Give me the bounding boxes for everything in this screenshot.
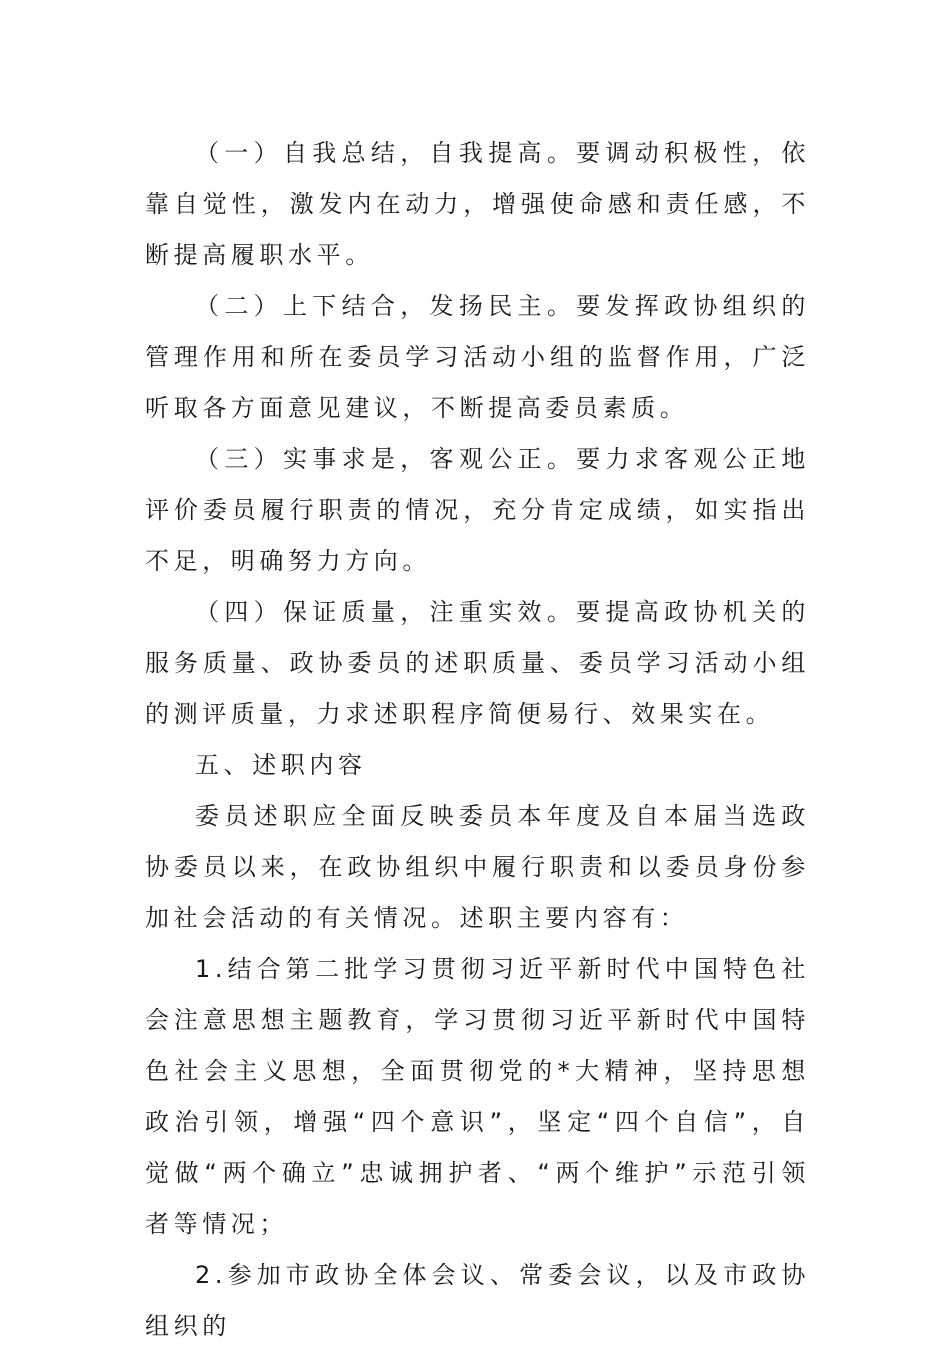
paragraph-principle-2: （二）上下结合，发扬民主。要发挥政协组织的管理作用和所在委员学习活动小组的监督作用，广泛听取各方面意见建议，不断提高委员素质。 — [145, 292, 810, 422]
section-heading: 五、述职内容 — [195, 751, 367, 779]
paragraph-intro: 委员述职应全面反映委员本年度及自本届当选政协委员以来，在政协组织中履行职责和以委员身份参加社会活动的有关情况。述职主要内容有： — [145, 802, 810, 932]
list-item-2: 2.参加市政协全体会议、常委会议，以及市政协组织的 — [145, 1261, 810, 1340]
paragraph-principle-3: （三）实事求是，客观公正。要力求客观公正地评价委员履行职责的情况，充分肯定成绩，如实指出不足，明确努力方向。 — [145, 445, 810, 575]
list-item-1: 1.结合第二批学习贯彻习近平新时代中国特色社会注意思想主题教育，学习贯彻习近平新时代中国特色社会主义思想，全面贯彻党的*大精神，坚持思想政治引领，增强“四个意识”，坚定“四个自信”，自觉做“两个确立”忠诚拥护者、“两个维护”示范引领者等情况； — [145, 955, 810, 1238]
document-body — [145, 128, 810, 1352]
paragraph-principle-1: （一）自我总结，自我提高。要调动积极性，依靠自觉性，激发内在动力，增强使命感和责任感，不断提高履职水平。 — [145, 139, 810, 269]
paragraph-principle-4: （四）保证质量，注重实效。要提高政协机关的服务质量、政协委员的述职质量、委员学习活动小组的测评质量，力求述职程序简便易行、效果实在。 — [145, 598, 810, 728]
